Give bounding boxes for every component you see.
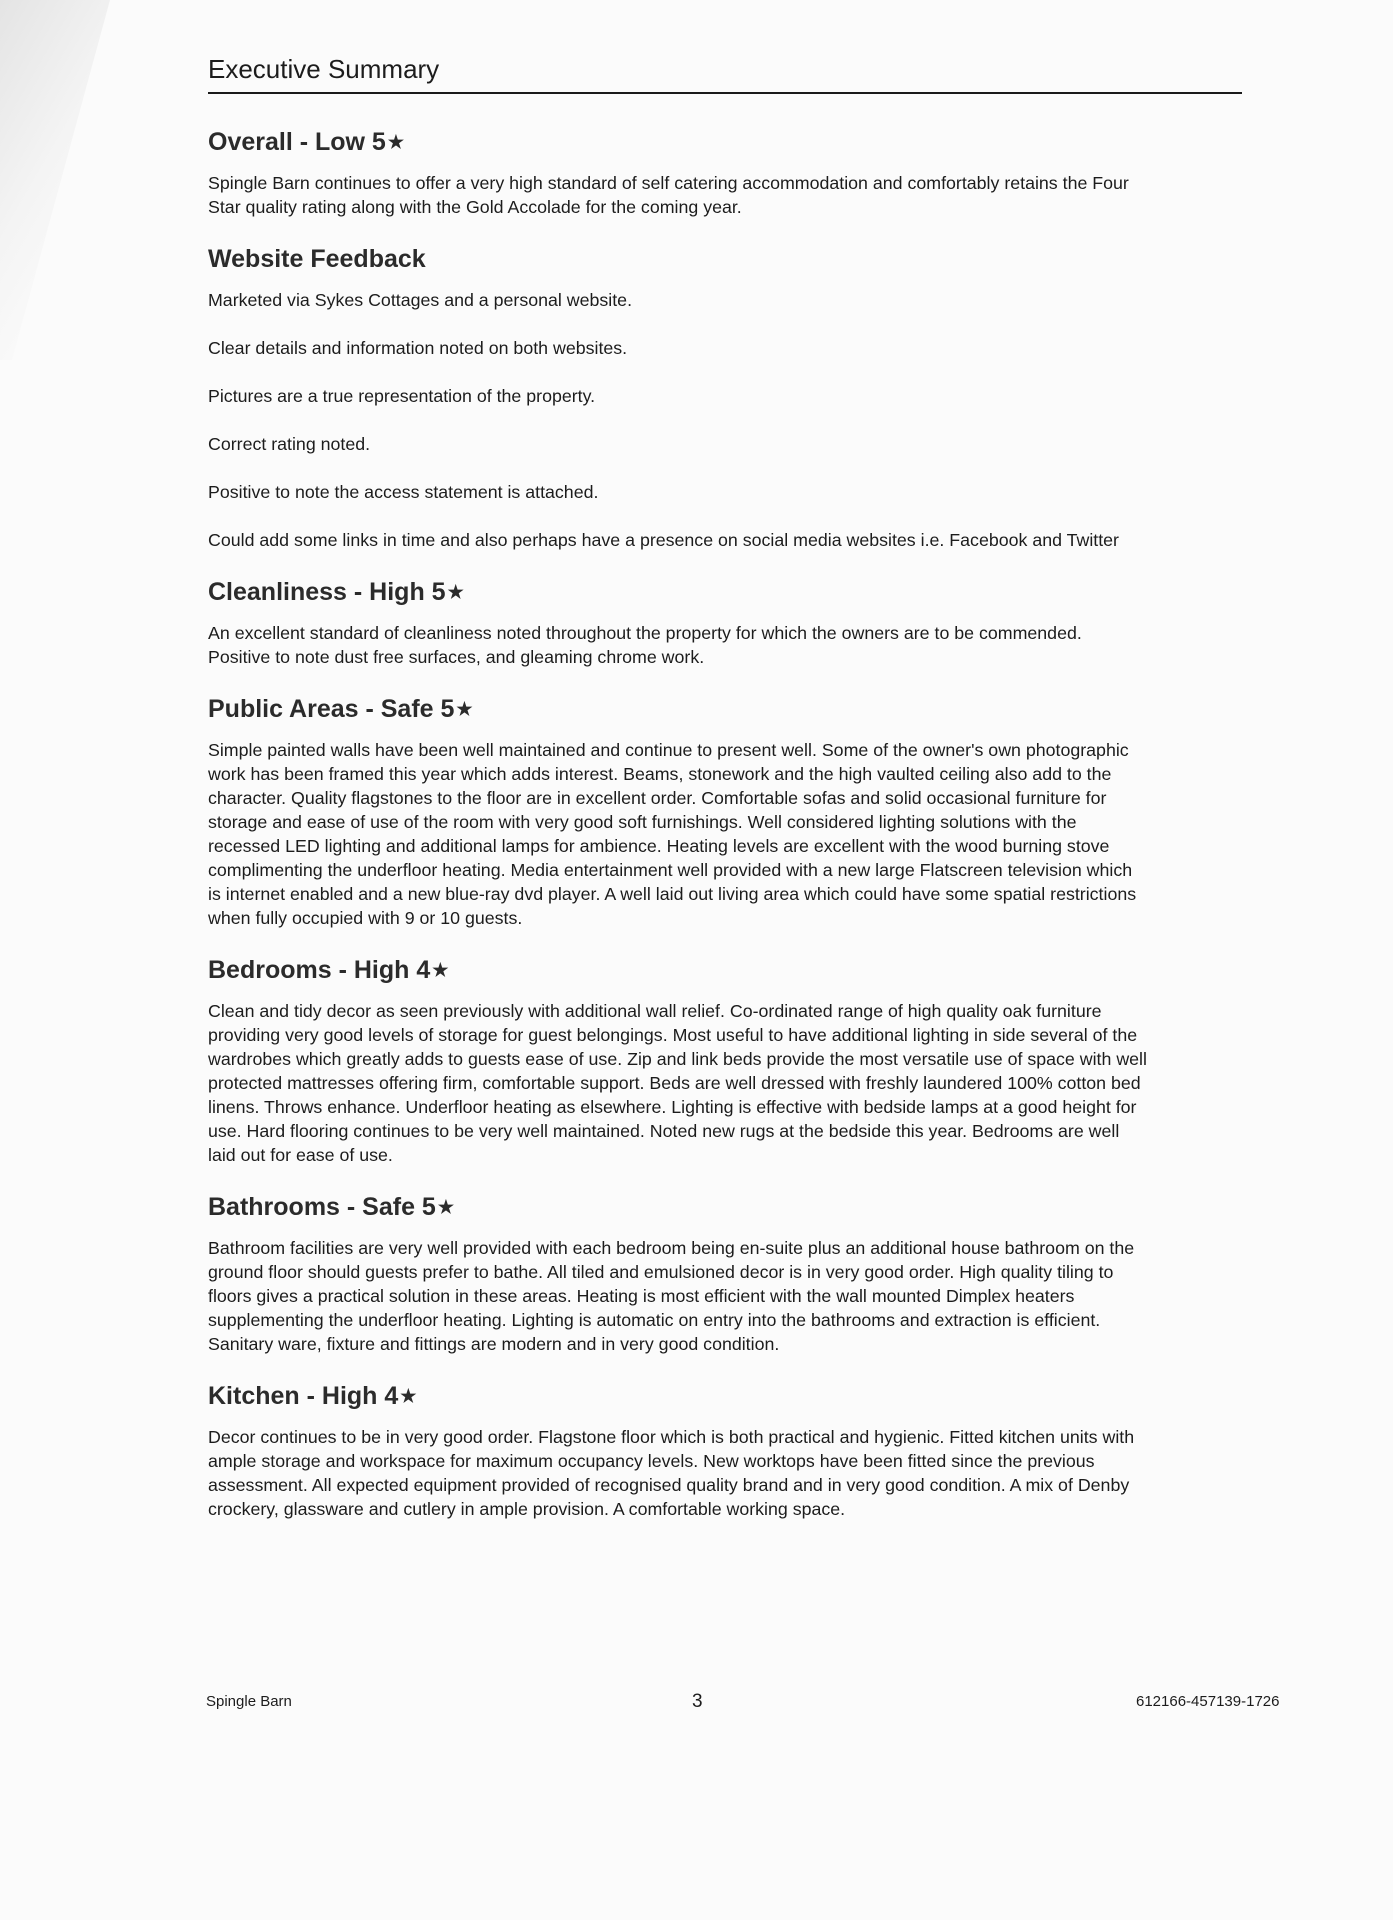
section-heading: [208, 956, 1148, 985]
section-heading-text: Bedrooms - High 4: [208, 956, 431, 984]
page-title: Executive Summary: [208, 54, 440, 84]
section-paragraph: Clear details and information noted on both websites.: [208, 338, 628, 358]
footer-page-number: 3: [692, 1691, 703, 1712]
star-icon: ★: [437, 1197, 454, 1217]
section-bedrooms: [208, 956, 1148, 1167]
section-paragraph: Could add some links in time and also perhaps have a presence on social media websites i.e. Facebook and Twitter: [208, 530, 1119, 550]
section-paragraph: Bathroom facilities are very well provided with each bedroom being en-suite plus an additional house bathroom on the ground floor should guests prefer to bathe. All tiled and emulsioned decor is in very good order. High quality tiling to floors gives a practical solution in these areas. Heating is most efficient with the wall mounted Dimplex heaters supplementing the underfloor heating. Lighting is automatic on entry into the bathrooms and extraction is efficient. Sanitary ware, fixture and fittings are modern and in very good condition.: [208, 1238, 1135, 1354]
section-paragraph: Positive to note the access statement is attached.: [208, 482, 599, 502]
section-heading-text: Overall - Low 5: [208, 128, 386, 156]
section-paragraph: Marketed via Sykes Cottages and a personal website.: [208, 290, 633, 310]
section-heading: [208, 128, 1148, 157]
section-heading: [208, 1382, 1148, 1411]
section-kitchen: [208, 1382, 1148, 1521]
section-paragraph: Pictures are a true representation of the property.: [208, 386, 596, 406]
star-icon: ★: [432, 960, 449, 980]
section-paragraph: Correct rating noted.: [208, 434, 371, 454]
section-heading: [208, 1193, 1148, 1222]
star-icon: ★: [387, 132, 404, 152]
star-icon: ★: [456, 699, 473, 719]
star-icon: ★: [447, 582, 464, 602]
section-heading: [208, 695, 1148, 724]
footer-reference-number: 612166-457139-1726: [1136, 1693, 1280, 1710]
section-heading-text: Cleanliness - High 5: [208, 578, 446, 606]
report-body: [208, 128, 1148, 1547]
section-website-feedback: [208, 245, 1148, 552]
section-paragraph: Simple painted walls have been well maintained and continue to present well. Some of the owner's own photographic work has been framed this year which adds interest. Beams, stonework and the high vaulted ceiling also add to the character. Quality flagstones to the floor are in excellent order. Comfortable sofas and solid occasional furniture for storage and ease of use of the room with very good soft furnishings. Well considered lighting solutions with the recessed LED lighting and additional lamps for ambience. Heating levels are excellent with the wood burning stove complimenting the underfloor heating. Media entertainment well provided with a new large Flatscreen television which is internet enabled and a new blue-ray dvd player. A well laid out living area which could have some spatial restrictions when fully occupied with 9 or 10 guests.: [208, 740, 1137, 928]
section-heading-text: Public Areas - Safe 5: [208, 695, 455, 723]
star-icon: ★: [400, 1386, 417, 1406]
section-paragraph: An excellent standard of cleanliness noted throughout the property for which the owners are to be commended. Positive to note dust free surfaces, and gleaming chrome work.: [208, 623, 1082, 667]
section-paragraph: Clean and tidy decor as seen previously with additional wall relief. Co-ordinated range of high quality oak furniture providing very good levels of storage for guest belongings. Most useful to have additional lighting in side several of the wardrobes which greatly adds to guests ease of use. Zip and link beds provide the most versatile use of space with well protected mattresses offering firm, comfortable support. Beds are well dressed with freshly laundered 100% cotton bed linens. Throws enhance. Underfloor heating as elsewhere. Lighting is effective with bedside lamps at a good height for use. Hard flooring continues to be very well maintained. Noted new rugs at the bedside this year. Bedrooms are well laid out for ease of use.: [208, 1001, 1147, 1165]
section-heading-text: Bathrooms - Safe 5: [208, 1193, 436, 1221]
section-paragraph: Decor continues to be in very good order. Flagstone floor which is both practical and hygienic. Fitted kitchen units with ample storage and workspace for maximum occupancy levels. New worktops have been fitted since the previous assessment. All expected equipment provided of recognised quality brand and in very good condition. A mix of Denby crockery, glassware and cutlery in ample provision. A comfortable working space.: [208, 1427, 1135, 1519]
footer-property-name: Spingle Barn: [206, 1693, 292, 1710]
page-fold-shadow: [0, 0, 200, 360]
section-public-areas: [208, 695, 1148, 930]
section-bathrooms: [208, 1193, 1148, 1356]
section-heading: [208, 578, 1148, 607]
section-overall: [208, 128, 1148, 219]
section-heading: Website Feedback: [208, 245, 426, 273]
section-paragraph: Spingle Barn continues to offer a very high standard of self catering accommodation and comfortably retains the Four Star quality rating along with the Gold Accolade for the coming year.: [208, 173, 1129, 217]
section-cleanliness: [208, 578, 1148, 669]
page-header: [208, 50, 1242, 94]
section-heading-text: Kitchen - High 4: [208, 1382, 399, 1410]
